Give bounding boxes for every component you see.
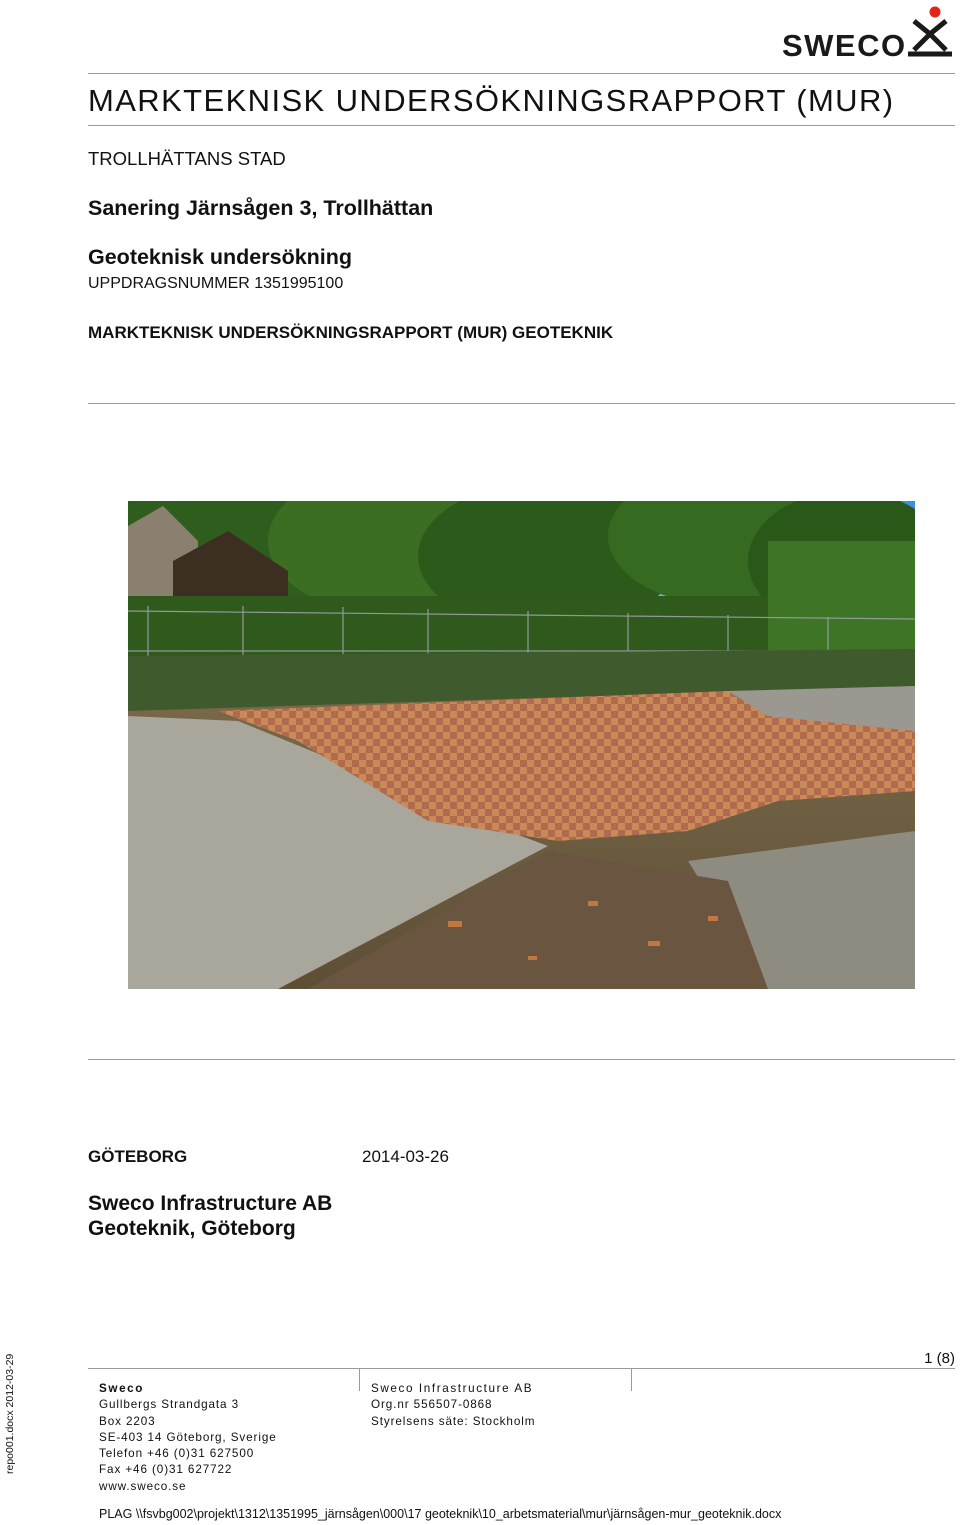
footer-org-number: Org.nr 556507-0868 — [371, 1398, 493, 1412]
footer-fax: Fax +46 (0)31 627722 — [99, 1463, 233, 1477]
report-subtitle: MARKTEKNISK UNDERSÖKNINGSRAPPORT (MUR) GEOTEKNIK — [88, 323, 614, 342]
report-subject: Geoteknisk undersökning — [88, 245, 353, 269]
project-name: Sanering Järnsågen 3, Trollhättan — [88, 196, 434, 220]
department: Geoteknik, Göteborg — [88, 1217, 296, 1240]
divider-below-photo — [88, 1059, 955, 1060]
site-photo-image — [128, 501, 915, 989]
template-reference: repo001.docx 2012-03-29 — [4, 1353, 16, 1474]
footer-box: Box 2203 — [99, 1414, 156, 1428]
logo-wordmark: SWECO — [782, 28, 907, 63]
assignment-number: UPPDRAGSNUMMER 1351995100 — [88, 275, 344, 292]
city: GÖTEBORG — [88, 1147, 188, 1166]
header-rule-bottom — [88, 125, 955, 126]
footer-rule — [88, 1368, 955, 1369]
footer-company-full: Sweco Infrastructure AB — [371, 1382, 534, 1395]
footer-phone: Telefon +46 (0)31 627500 — [99, 1447, 255, 1461]
footer-web: www.sweco.se — [99, 1479, 187, 1493]
footer-address-right — [371, 1381, 535, 1430]
sweco-logo — [782, 4, 958, 63]
company-name: Sweco Infrastructure AB — [88, 1192, 333, 1215]
site-photo — [128, 501, 915, 989]
file-path: PLAG \\fsvbg002\projekt\1312\1351995_järnsågen\000\17 geoteknik\10_arbetsmaterial\mur\järnsågen-mur_geoteknik.docx — [99, 1507, 782, 1521]
report-date: 2014-03-26 — [362, 1147, 449, 1166]
header-rule-top — [88, 73, 955, 74]
footer-separator-1 — [359, 1369, 360, 1391]
footer-company-short: Sweco — [99, 1382, 145, 1395]
footer-postal: SE-403 14 Göteborg, Sverige — [99, 1430, 277, 1444]
page-number: 1 (8) — [924, 1350, 955, 1367]
footer-address-left — [99, 1381, 277, 1495]
report-title: MARKTEKNISK UNDERSÖKNINGSRAPPORT (MUR) — [88, 83, 895, 118]
footer-street: Gullbergs Strandgata 3 — [99, 1398, 239, 1412]
sweco-emblem-icon — [902, 4, 958, 60]
footer-separator-2 — [631, 1369, 632, 1391]
footer-board-seat: Styrelsens säte: Stockholm — [371, 1414, 536, 1428]
client-name: TROLLHÄTTANS STAD — [88, 148, 286, 169]
divider-above-photo — [88, 403, 955, 404]
